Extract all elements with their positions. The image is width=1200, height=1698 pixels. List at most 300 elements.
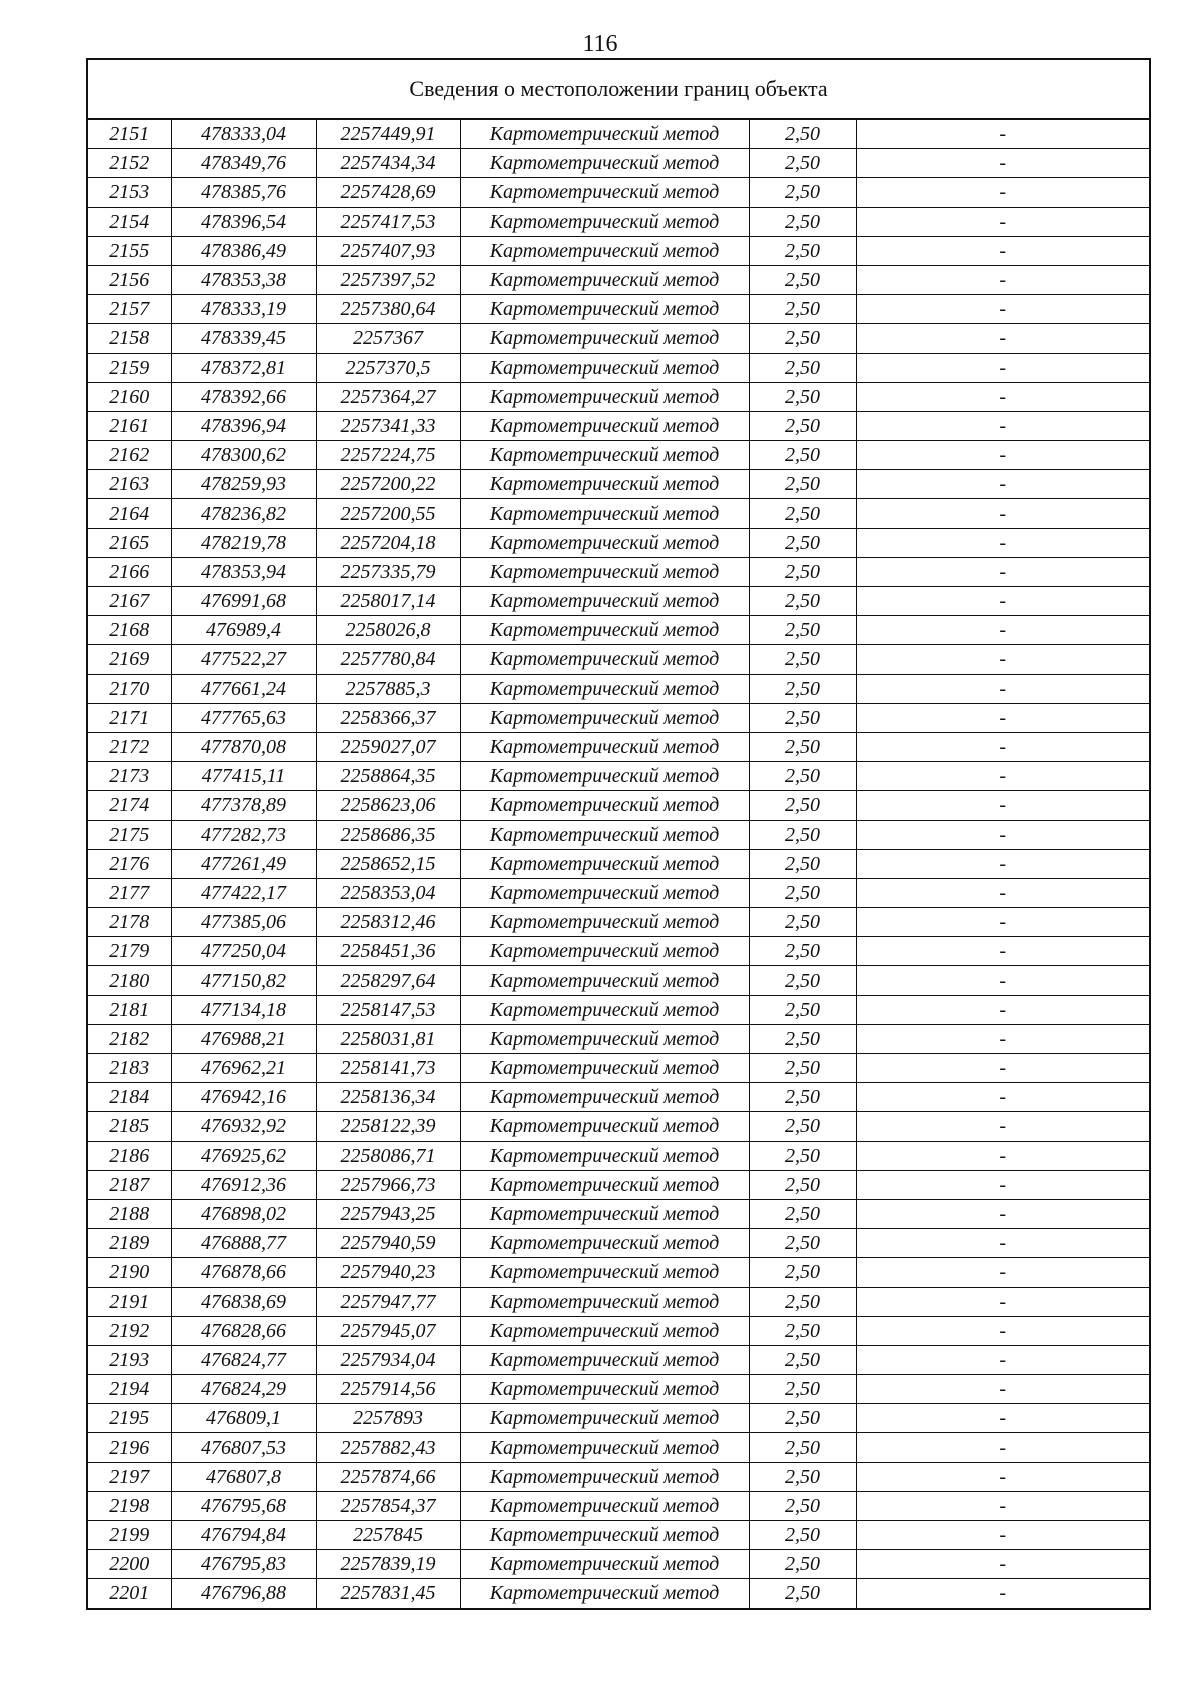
description-cell: - bbox=[856, 791, 1150, 820]
method-cell: Картометрический метод bbox=[460, 703, 749, 732]
table-row bbox=[87, 1462, 1150, 1491]
method-cell: Картометрический метод bbox=[460, 1229, 749, 1258]
table-row bbox=[87, 149, 1150, 178]
method-cell: Картометрический метод bbox=[460, 1258, 749, 1287]
x-coordinate-cell: 476828,66 bbox=[171, 1316, 316, 1345]
method-cell: Картометрический метод bbox=[460, 236, 749, 265]
point-number-cell: 2189 bbox=[87, 1229, 171, 1258]
point-number-cell: 2157 bbox=[87, 295, 171, 324]
table-row bbox=[87, 1404, 1150, 1433]
description-cell: - bbox=[856, 1258, 1150, 1287]
x-coordinate-cell: 478339,45 bbox=[171, 324, 316, 353]
point-number-cell: 2168 bbox=[87, 616, 171, 645]
method-cell: Картометрический метод bbox=[460, 732, 749, 761]
description-cell: - bbox=[856, 1345, 1150, 1374]
point-number-cell: 2199 bbox=[87, 1521, 171, 1550]
method-cell: Картометрический метод bbox=[460, 587, 749, 616]
accuracy-cell: 2,50 bbox=[749, 995, 856, 1024]
table-body bbox=[87, 119, 1150, 1609]
table-row bbox=[87, 732, 1150, 761]
description-cell: - bbox=[856, 236, 1150, 265]
method-cell: Картометрический метод bbox=[460, 1404, 749, 1433]
description-cell: - bbox=[856, 820, 1150, 849]
y-coordinate-cell: 2257380,64 bbox=[316, 295, 460, 324]
point-number-cell: 2171 bbox=[87, 703, 171, 732]
y-coordinate-cell: 2257893 bbox=[316, 1404, 460, 1433]
x-coordinate-cell: 477870,08 bbox=[171, 732, 316, 761]
description-cell: - bbox=[856, 1229, 1150, 1258]
x-coordinate-cell: 476962,21 bbox=[171, 1054, 316, 1083]
accuracy-cell: 2,50 bbox=[749, 966, 856, 995]
method-cell: Картометрический метод bbox=[460, 791, 749, 820]
accuracy-cell: 2,50 bbox=[749, 1462, 856, 1491]
method-cell: Картометрический метод bbox=[460, 645, 749, 674]
y-coordinate-cell: 2258141,73 bbox=[316, 1054, 460, 1083]
table-row bbox=[87, 178, 1150, 207]
x-coordinate-cell: 476809,1 bbox=[171, 1404, 316, 1433]
description-cell: - bbox=[856, 1521, 1150, 1550]
x-coordinate-cell: 478392,66 bbox=[171, 382, 316, 411]
x-coordinate-cell: 478372,81 bbox=[171, 353, 316, 382]
method-cell: Картометрический метод bbox=[460, 1579, 749, 1609]
x-coordinate-cell: 476942,16 bbox=[171, 1083, 316, 1112]
method-cell: Картометрический метод bbox=[460, 1550, 749, 1579]
accuracy-cell: 2,50 bbox=[749, 1112, 856, 1141]
table-row bbox=[87, 441, 1150, 470]
y-coordinate-cell: 2257434,34 bbox=[316, 149, 460, 178]
accuracy-cell: 2,50 bbox=[749, 1287, 856, 1316]
method-cell: Картометрический метод bbox=[460, 1345, 749, 1374]
x-coordinate-cell: 478333,19 bbox=[171, 295, 316, 324]
accuracy-cell: 2,50 bbox=[749, 908, 856, 937]
accuracy-cell: 2,50 bbox=[749, 382, 856, 411]
table-row bbox=[87, 1199, 1150, 1228]
x-coordinate-cell: 477282,73 bbox=[171, 820, 316, 849]
description-cell: - bbox=[856, 732, 1150, 761]
method-cell: Картометрический метод bbox=[460, 295, 749, 324]
accuracy-cell: 2,50 bbox=[749, 674, 856, 703]
accuracy-cell: 2,50 bbox=[749, 295, 856, 324]
point-number-cell: 2185 bbox=[87, 1112, 171, 1141]
table-row bbox=[87, 411, 1150, 440]
accuracy-cell: 2,50 bbox=[749, 1229, 856, 1258]
y-coordinate-cell: 2257370,5 bbox=[316, 353, 460, 382]
point-number-cell: 2151 bbox=[87, 119, 171, 149]
x-coordinate-cell: 478236,82 bbox=[171, 499, 316, 528]
method-cell: Картометрический метод bbox=[460, 382, 749, 411]
x-coordinate-cell: 477378,89 bbox=[171, 791, 316, 820]
method-cell: Картометрический метод bbox=[460, 908, 749, 937]
x-coordinate-cell: 476794,84 bbox=[171, 1521, 316, 1550]
accuracy-cell: 2,50 bbox=[749, 1521, 856, 1550]
accuracy-cell: 2,50 bbox=[749, 1375, 856, 1404]
point-number-cell: 2180 bbox=[87, 966, 171, 995]
accuracy-cell: 2,50 bbox=[749, 1141, 856, 1170]
point-number-cell: 2179 bbox=[87, 937, 171, 966]
point-number-cell: 2192 bbox=[87, 1316, 171, 1345]
x-coordinate-cell: 478349,76 bbox=[171, 149, 316, 178]
y-coordinate-cell: 2257885,3 bbox=[316, 674, 460, 703]
y-coordinate-cell: 2258136,34 bbox=[316, 1083, 460, 1112]
accuracy-cell: 2,50 bbox=[749, 762, 856, 791]
table-row bbox=[87, 674, 1150, 703]
accuracy-cell: 2,50 bbox=[749, 149, 856, 178]
x-coordinate-cell: 476795,83 bbox=[171, 1550, 316, 1579]
accuracy-cell: 2,50 bbox=[749, 1024, 856, 1053]
y-coordinate-cell: 2257449,91 bbox=[316, 119, 460, 149]
method-cell: Картометрический метод bbox=[460, 1083, 749, 1112]
y-coordinate-cell: 2257831,45 bbox=[316, 1579, 460, 1609]
point-number-cell: 2181 bbox=[87, 995, 171, 1024]
method-cell: Картометрический метод bbox=[460, 1141, 749, 1170]
description-cell: - bbox=[856, 849, 1150, 878]
description-cell: - bbox=[856, 1462, 1150, 1491]
x-coordinate-cell: 477522,27 bbox=[171, 645, 316, 674]
x-coordinate-cell: 476807,53 bbox=[171, 1433, 316, 1462]
description-cell: - bbox=[856, 703, 1150, 732]
y-coordinate-cell: 2258297,64 bbox=[316, 966, 460, 995]
x-coordinate-cell: 478219,78 bbox=[171, 528, 316, 557]
point-number-cell: 2170 bbox=[87, 674, 171, 703]
method-cell: Картометрический метод bbox=[460, 1024, 749, 1053]
method-cell: Картометрический метод bbox=[460, 1433, 749, 1462]
y-coordinate-cell: 2258026,8 bbox=[316, 616, 460, 645]
accuracy-cell: 2,50 bbox=[749, 178, 856, 207]
point-number-cell: 2154 bbox=[87, 207, 171, 236]
x-coordinate-cell: 476888,77 bbox=[171, 1229, 316, 1258]
accuracy-cell: 2,50 bbox=[749, 265, 856, 294]
y-coordinate-cell: 2258366,37 bbox=[316, 703, 460, 732]
description-cell: - bbox=[856, 1404, 1150, 1433]
y-coordinate-cell: 2258312,46 bbox=[316, 908, 460, 937]
description-cell: - bbox=[856, 295, 1150, 324]
description-cell: - bbox=[856, 1433, 1150, 1462]
x-coordinate-cell: 477134,18 bbox=[171, 995, 316, 1024]
method-cell: Картометрический метод bbox=[460, 762, 749, 791]
accuracy-cell: 2,50 bbox=[749, 1433, 856, 1462]
method-cell: Картометрический метод bbox=[460, 995, 749, 1024]
accuracy-cell: 2,50 bbox=[749, 207, 856, 236]
y-coordinate-cell: 2258017,14 bbox=[316, 587, 460, 616]
description-cell: - bbox=[856, 1054, 1150, 1083]
x-coordinate-cell: 476988,21 bbox=[171, 1024, 316, 1053]
x-coordinate-cell: 478396,94 bbox=[171, 411, 316, 440]
accuracy-cell: 2,50 bbox=[749, 1316, 856, 1345]
table-row bbox=[87, 1433, 1150, 1462]
description-cell: - bbox=[856, 557, 1150, 586]
description-cell: - bbox=[856, 1199, 1150, 1228]
method-cell: Картометрический метод bbox=[460, 878, 749, 907]
point-number-cell: 2176 bbox=[87, 849, 171, 878]
point-number-cell: 2159 bbox=[87, 353, 171, 382]
x-coordinate-cell: 476991,68 bbox=[171, 587, 316, 616]
accuracy-cell: 2,50 bbox=[749, 1170, 856, 1199]
method-cell: Картометрический метод bbox=[460, 119, 749, 149]
description-cell: - bbox=[856, 1141, 1150, 1170]
table-row bbox=[87, 703, 1150, 732]
point-number-cell: 2160 bbox=[87, 382, 171, 411]
point-number-cell: 2201 bbox=[87, 1579, 171, 1609]
description-cell: - bbox=[856, 616, 1150, 645]
description-cell: - bbox=[856, 878, 1150, 907]
y-coordinate-cell: 2258652,15 bbox=[316, 849, 460, 878]
page-number: 116 bbox=[582, 31, 618, 57]
method-cell: Картометрический метод bbox=[460, 265, 749, 294]
table-row bbox=[87, 1345, 1150, 1374]
description-cell: - bbox=[856, 1287, 1150, 1316]
point-number-cell: 2186 bbox=[87, 1141, 171, 1170]
x-coordinate-cell: 477661,24 bbox=[171, 674, 316, 703]
accuracy-cell: 2,50 bbox=[749, 878, 856, 907]
y-coordinate-cell: 2257966,73 bbox=[316, 1170, 460, 1199]
boundary-coordinates-table bbox=[86, 58, 1151, 1610]
method-cell: Картометрический метод bbox=[460, 616, 749, 645]
description-cell: - bbox=[856, 1316, 1150, 1345]
x-coordinate-cell: 476912,36 bbox=[171, 1170, 316, 1199]
accuracy-cell: 2,50 bbox=[749, 1258, 856, 1287]
description-cell: - bbox=[856, 674, 1150, 703]
method-cell: Картометрический метод bbox=[460, 499, 749, 528]
accuracy-cell: 2,50 bbox=[749, 587, 856, 616]
accuracy-cell: 2,50 bbox=[749, 1491, 856, 1520]
method-cell: Картометрический метод bbox=[460, 849, 749, 878]
accuracy-cell: 2,50 bbox=[749, 791, 856, 820]
table-row bbox=[87, 1170, 1150, 1199]
y-coordinate-cell: 2257200,22 bbox=[316, 470, 460, 499]
method-cell: Картометрический метод bbox=[460, 1462, 749, 1491]
x-coordinate-cell: 476932,92 bbox=[171, 1112, 316, 1141]
accuracy-cell: 2,50 bbox=[749, 411, 856, 440]
x-coordinate-cell: 478396,54 bbox=[171, 207, 316, 236]
description-cell: - bbox=[856, 1375, 1150, 1404]
x-coordinate-cell: 477765,63 bbox=[171, 703, 316, 732]
description-cell: - bbox=[856, 441, 1150, 470]
x-coordinate-cell: 476807,8 bbox=[171, 1462, 316, 1491]
method-cell: Картометрический метод bbox=[460, 1170, 749, 1199]
table-row bbox=[87, 1229, 1150, 1258]
method-cell: Картометрический метод bbox=[460, 557, 749, 586]
table-row bbox=[87, 1521, 1150, 1550]
description-cell: - bbox=[856, 324, 1150, 353]
y-coordinate-cell: 2257200,55 bbox=[316, 499, 460, 528]
y-coordinate-cell: 2257397,52 bbox=[316, 265, 460, 294]
description-cell: - bbox=[856, 382, 1150, 411]
method-cell: Картометрический метод bbox=[460, 1521, 749, 1550]
x-coordinate-cell: 477250,04 bbox=[171, 937, 316, 966]
x-coordinate-cell: 478386,49 bbox=[171, 236, 316, 265]
accuracy-cell: 2,50 bbox=[749, 703, 856, 732]
description-cell: - bbox=[856, 149, 1150, 178]
y-coordinate-cell: 2257204,18 bbox=[316, 528, 460, 557]
table-row bbox=[87, 791, 1150, 820]
y-coordinate-cell: 2257940,23 bbox=[316, 1258, 460, 1287]
table-row bbox=[87, 995, 1150, 1024]
point-number-cell: 2169 bbox=[87, 645, 171, 674]
table-row bbox=[87, 1579, 1150, 1609]
method-cell: Картометрический метод bbox=[460, 1199, 749, 1228]
table-row bbox=[87, 557, 1150, 586]
x-coordinate-cell: 476925,62 bbox=[171, 1141, 316, 1170]
table-row bbox=[87, 1287, 1150, 1316]
description-cell: - bbox=[856, 1170, 1150, 1199]
y-coordinate-cell: 2258451,36 bbox=[316, 937, 460, 966]
table-caption-row bbox=[87, 59, 1150, 119]
y-coordinate-cell: 2257945,07 bbox=[316, 1316, 460, 1345]
point-number-cell: 2184 bbox=[87, 1083, 171, 1112]
y-coordinate-cell: 2257943,25 bbox=[316, 1199, 460, 1228]
point-number-cell: 2198 bbox=[87, 1491, 171, 1520]
point-number-cell: 2166 bbox=[87, 557, 171, 586]
y-coordinate-cell: 2258353,04 bbox=[316, 878, 460, 907]
table-row bbox=[87, 1258, 1150, 1287]
method-cell: Картометрический метод bbox=[460, 411, 749, 440]
x-coordinate-cell: 476838,69 bbox=[171, 1287, 316, 1316]
x-coordinate-cell: 478333,04 bbox=[171, 119, 316, 149]
x-coordinate-cell: 476795,68 bbox=[171, 1491, 316, 1520]
method-cell: Картометрический метод bbox=[460, 1375, 749, 1404]
description-cell: - bbox=[856, 1083, 1150, 1112]
description-cell: - bbox=[856, 178, 1150, 207]
y-coordinate-cell: 2259027,07 bbox=[316, 732, 460, 761]
x-coordinate-cell: 476898,02 bbox=[171, 1199, 316, 1228]
y-coordinate-cell: 2257364,27 bbox=[316, 382, 460, 411]
accuracy-cell: 2,50 bbox=[749, 937, 856, 966]
method-cell: Картометрический метод bbox=[460, 937, 749, 966]
table-row bbox=[87, 236, 1150, 265]
accuracy-cell: 2,50 bbox=[749, 324, 856, 353]
table-row bbox=[87, 207, 1150, 236]
description-cell: - bbox=[856, 207, 1150, 236]
y-coordinate-cell: 2257914,56 bbox=[316, 1375, 460, 1404]
point-number-cell: 2164 bbox=[87, 499, 171, 528]
table-row bbox=[87, 908, 1150, 937]
method-cell: Картометрический метод bbox=[460, 178, 749, 207]
y-coordinate-cell: 2257335,79 bbox=[316, 557, 460, 586]
description-cell: - bbox=[856, 1550, 1150, 1579]
x-coordinate-cell: 476824,29 bbox=[171, 1375, 316, 1404]
point-number-cell: 2188 bbox=[87, 1199, 171, 1228]
y-coordinate-cell: 2258147,53 bbox=[316, 995, 460, 1024]
accuracy-cell: 2,50 bbox=[749, 1083, 856, 1112]
method-cell: Картометрический метод bbox=[460, 324, 749, 353]
point-number-cell: 2194 bbox=[87, 1375, 171, 1404]
y-coordinate-cell: 2258623,06 bbox=[316, 791, 460, 820]
accuracy-cell: 2,50 bbox=[749, 1550, 856, 1579]
table-row bbox=[87, 382, 1150, 411]
x-coordinate-cell: 476796,88 bbox=[171, 1579, 316, 1609]
y-coordinate-cell: 2258122,39 bbox=[316, 1112, 460, 1141]
y-coordinate-cell: 2257407,93 bbox=[316, 236, 460, 265]
method-cell: Картометрический метод bbox=[460, 353, 749, 382]
table-row bbox=[87, 528, 1150, 557]
table-row bbox=[87, 1054, 1150, 1083]
description-cell: - bbox=[856, 353, 1150, 382]
point-number-cell: 2190 bbox=[87, 1258, 171, 1287]
point-number-cell: 2161 bbox=[87, 411, 171, 440]
y-coordinate-cell: 2257874,66 bbox=[316, 1462, 460, 1491]
description-cell: - bbox=[856, 1024, 1150, 1053]
x-coordinate-cell: 477422,17 bbox=[171, 878, 316, 907]
point-number-cell: 2183 bbox=[87, 1054, 171, 1083]
table-row bbox=[87, 645, 1150, 674]
description-cell: - bbox=[856, 966, 1150, 995]
table-row bbox=[87, 1112, 1150, 1141]
y-coordinate-cell: 2257940,59 bbox=[316, 1229, 460, 1258]
y-coordinate-cell: 2257947,77 bbox=[316, 1287, 460, 1316]
method-cell: Картометрический метод bbox=[460, 674, 749, 703]
point-number-cell: 2197 bbox=[87, 1462, 171, 1491]
x-coordinate-cell: 477415,11 bbox=[171, 762, 316, 791]
accuracy-cell: 2,50 bbox=[749, 820, 856, 849]
point-number-cell: 2174 bbox=[87, 791, 171, 820]
description-cell: - bbox=[856, 937, 1150, 966]
point-number-cell: 2177 bbox=[87, 878, 171, 907]
y-coordinate-cell: 2257854,37 bbox=[316, 1491, 460, 1520]
x-coordinate-cell: 478353,38 bbox=[171, 265, 316, 294]
x-coordinate-cell: 476824,77 bbox=[171, 1345, 316, 1374]
point-number-cell: 2187 bbox=[87, 1170, 171, 1199]
table-row bbox=[87, 470, 1150, 499]
method-cell: Картометрический метод bbox=[460, 1287, 749, 1316]
point-number-cell: 2172 bbox=[87, 732, 171, 761]
y-coordinate-cell: 2257428,69 bbox=[316, 178, 460, 207]
table-row bbox=[87, 937, 1150, 966]
accuracy-cell: 2,50 bbox=[749, 1054, 856, 1083]
table-row bbox=[87, 353, 1150, 382]
y-coordinate-cell: 2257839,19 bbox=[316, 1550, 460, 1579]
description-cell: - bbox=[856, 1112, 1150, 1141]
table-row bbox=[87, 616, 1150, 645]
y-coordinate-cell: 2257780,84 bbox=[316, 645, 460, 674]
y-coordinate-cell: 2257882,43 bbox=[316, 1433, 460, 1462]
method-cell: Картометрический метод bbox=[460, 966, 749, 995]
point-number-cell: 2158 bbox=[87, 324, 171, 353]
table-row bbox=[87, 324, 1150, 353]
accuracy-cell: 2,50 bbox=[749, 616, 856, 645]
accuracy-cell: 2,50 bbox=[749, 732, 856, 761]
description-cell: - bbox=[856, 908, 1150, 937]
x-coordinate-cell: 478300,62 bbox=[171, 441, 316, 470]
y-coordinate-cell: 2257224,75 bbox=[316, 441, 460, 470]
description-cell: - bbox=[856, 528, 1150, 557]
description-cell: - bbox=[856, 119, 1150, 149]
method-cell: Картометрический метод bbox=[460, 441, 749, 470]
table-row bbox=[87, 1375, 1150, 1404]
x-coordinate-cell: 478353,94 bbox=[171, 557, 316, 586]
description-cell: - bbox=[856, 645, 1150, 674]
table-row bbox=[87, 1316, 1150, 1345]
method-cell: Картометрический метод bbox=[460, 207, 749, 236]
accuracy-cell: 2,50 bbox=[749, 353, 856, 382]
y-coordinate-cell: 2257367 bbox=[316, 324, 460, 353]
accuracy-cell: 2,50 bbox=[749, 499, 856, 528]
method-cell: Картометрический метод bbox=[460, 149, 749, 178]
point-number-cell: 2173 bbox=[87, 762, 171, 791]
y-coordinate-cell: 2257934,04 bbox=[316, 1345, 460, 1374]
x-coordinate-cell: 477385,06 bbox=[171, 908, 316, 937]
accuracy-cell: 2,50 bbox=[749, 849, 856, 878]
y-coordinate-cell: 2258086,71 bbox=[316, 1141, 460, 1170]
table-row bbox=[87, 1491, 1150, 1520]
table-row bbox=[87, 849, 1150, 878]
method-cell: Картометрический метод bbox=[460, 1491, 749, 1520]
x-coordinate-cell: 476878,66 bbox=[171, 1258, 316, 1287]
x-coordinate-cell: 478259,93 bbox=[171, 470, 316, 499]
y-coordinate-cell: 2257341,33 bbox=[316, 411, 460, 440]
table-row bbox=[87, 878, 1150, 907]
point-number-cell: 2200 bbox=[87, 1550, 171, 1579]
table-row bbox=[87, 1550, 1150, 1579]
